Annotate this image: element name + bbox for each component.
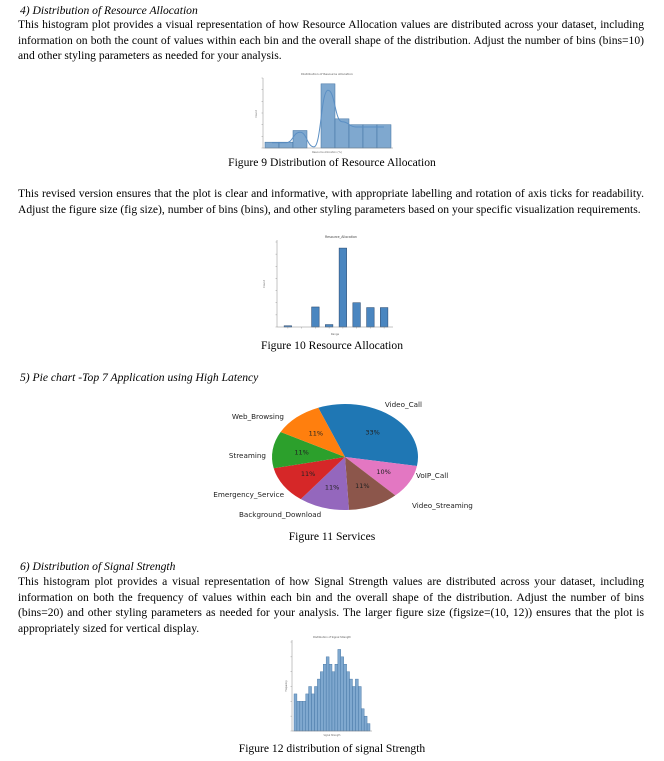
section-4-paragraph-2: This revised version ensures that the plot is clear and informative, with appropriate labelling and rotation of axis ticks for readability. Adjust the figure size (fig size), number of bins (bins), and other styling parameters based on your specific visualization requirements. xyxy=(18,187,644,216)
section-6-heading: 6) Distribution of Signal Strength xyxy=(20,560,176,573)
figure-12-bar xyxy=(294,694,297,731)
figure-12-bar xyxy=(352,687,355,732)
figure-10-ylabel: Count xyxy=(263,280,266,288)
figure-12-bar xyxy=(358,687,361,732)
figure-12-bar xyxy=(329,664,332,731)
pie-pct-label: 10% xyxy=(376,467,391,476)
figure-12-bar xyxy=(338,649,341,731)
figure-12-histogram xyxy=(284,634,376,738)
figure-12-bar xyxy=(361,709,364,731)
pie-pct-label: 11% xyxy=(324,483,340,492)
figure-10-title: Resource_Allocation xyxy=(325,235,357,239)
figure-9-bar xyxy=(293,131,307,149)
figure-12-bar xyxy=(326,657,329,731)
pie-slice-label: Emergency_Service xyxy=(213,490,284,499)
pie-pct-label: 33% xyxy=(365,428,380,437)
figure-12-bar xyxy=(364,716,367,731)
figure-12-bar xyxy=(335,664,338,731)
figure-9-bar xyxy=(363,125,377,148)
figure-12-bar xyxy=(332,672,335,731)
section-4-heading: 4) Distribution of Resource Allocation xyxy=(20,4,198,17)
figure-10-bar-chart xyxy=(255,234,395,338)
section-6-paragraph: This histogram plot provides a visual representation of how Signal Strength values are distributed across your dataset, including information on both the frequency of values within each bin and the overall shape of the distribution. Adjust the number of bins (bins=20) and other styling parameters as needed for your analysis. The larger figure size (figsize=(10, 12)) ensures that the plot is appropriately sized for vertical display. xyxy=(18,575,644,635)
figure-9-ylabel: Count xyxy=(255,110,258,118)
figure-9-xlabel: Resource Allocation (%) xyxy=(312,151,342,154)
figure-10-caption: Figure 10 Resource Allocation xyxy=(261,339,403,352)
pie-slice-label: Web_Browsing xyxy=(231,412,284,421)
figure-12-bar xyxy=(312,694,315,731)
figure-12-xlabel: Signal Strength xyxy=(323,734,341,737)
pie-pct-label: 11% xyxy=(308,429,324,438)
figure-10-bar xyxy=(339,248,347,327)
figure-10-xlabel: Range xyxy=(330,333,340,336)
figure-11-caption: Figure 11 Services xyxy=(288,530,376,543)
figure-9-bar xyxy=(349,125,363,148)
figure-10-bar xyxy=(325,325,333,327)
figure-12-ylabel: Frequency xyxy=(285,680,288,692)
figure-12-bar xyxy=(350,679,353,731)
figure-11-slices xyxy=(272,404,418,510)
figure-12-bar xyxy=(344,664,347,731)
section-4-paragraph: This histogram plot provides a visual representation of how Resource Allocation values are distributed across your dataset, including information on both the count of values within each bin and the overall shape of the distribution. Adjust the number of bins (bins=10) and other styling parameters as needed for your analysis. xyxy=(18,18,644,63)
pie-pct-label: 11% xyxy=(294,448,309,457)
figure-12-title: Distribution of Signal Strength xyxy=(313,636,351,639)
figure-11-pie-chart xyxy=(195,396,473,524)
pie-slice-label: Background_Download xyxy=(239,510,322,519)
figure-12-bar xyxy=(367,724,370,731)
figure-12-bar xyxy=(300,701,303,731)
figure-9-bar xyxy=(377,125,391,148)
figure-12-bar xyxy=(341,657,344,731)
figure-9-histogram xyxy=(255,72,395,156)
figure-12-bar xyxy=(347,672,350,731)
figure-10-bar xyxy=(367,308,375,327)
figure-10-bar xyxy=(353,303,361,327)
pie-slice-label: Video_Streaming xyxy=(412,501,473,510)
figure-12-caption: Figure 12 distribution of signal Strength xyxy=(238,742,426,755)
pie-pct-label: 11% xyxy=(300,470,316,479)
figure-10-bar xyxy=(312,307,320,327)
figure-12-bar xyxy=(314,687,317,732)
figure-12-bar xyxy=(317,679,320,731)
figure-9-title: Distribution of Resource Allocation xyxy=(301,72,353,76)
figure-12-bar xyxy=(355,679,358,731)
section-5-heading: 5) Pie chart -Top 7 Application using High Latency xyxy=(20,371,259,384)
figure-9-caption: Figure 9 Distribution of Resource Allocation xyxy=(228,156,436,169)
pie-slice-label: Video_Call xyxy=(384,400,422,409)
figure-12-bar xyxy=(303,701,306,731)
pie-slice-label: VoIP_Call xyxy=(416,471,449,480)
pie-pct-label: 11% xyxy=(355,482,370,491)
figure-10-bar xyxy=(380,308,388,327)
figure-12-bar xyxy=(309,687,312,732)
figure-12-bar xyxy=(306,694,309,731)
pie-slice-label: Streaming xyxy=(228,451,266,460)
figure-12-bar xyxy=(297,701,300,731)
figure-9-bar xyxy=(321,84,335,148)
figure-12-bar xyxy=(320,672,323,731)
figure-12-bar xyxy=(323,664,326,731)
